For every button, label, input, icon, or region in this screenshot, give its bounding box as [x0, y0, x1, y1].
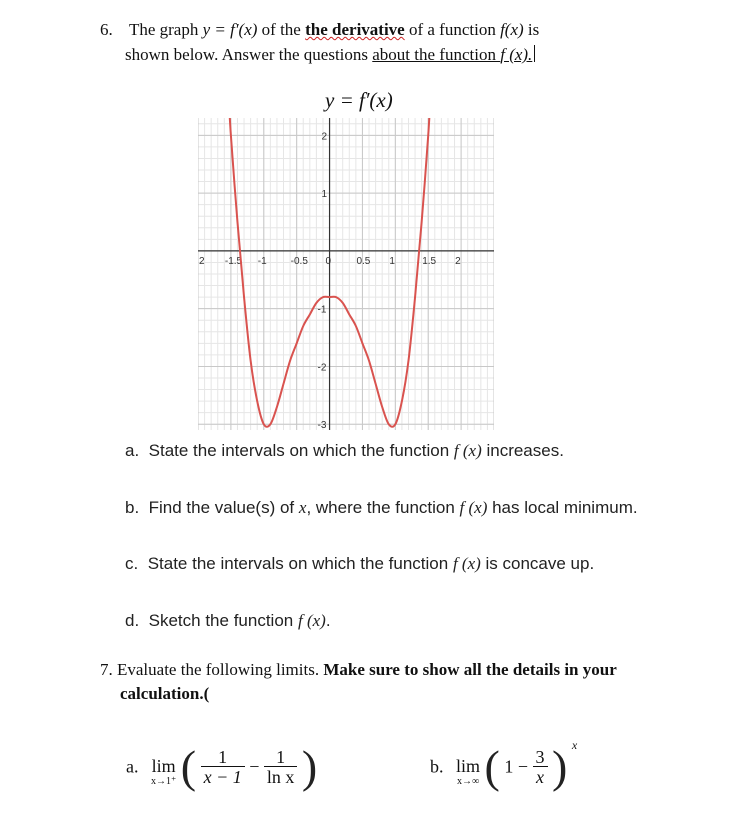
q6-text-mid2: of a function — [408, 20, 501, 39]
part-d-pre: Sketch the function — [148, 611, 298, 630]
part-a-label: a. — [125, 441, 140, 460]
limit-b-one-minus: 1 − — [504, 756, 528, 777]
x-tick-label: 1.5 — [422, 255, 437, 267]
limit-b-frac-den: x — [536, 766, 544, 787]
limit-a-frac2-den: ln x — [266, 766, 295, 787]
part-b-label: b. — [125, 498, 140, 517]
part-d-fx: f (x) — [297, 611, 326, 630]
derivative-graph — [198, 118, 494, 430]
limit-a-lim — [151, 757, 176, 789]
q6-line2-pre: shown below. Answer the questions — [125, 45, 373, 64]
limit-b-frac — [533, 748, 548, 787]
limit-b-lim — [456, 757, 480, 789]
y-tick-label: 2 — [321, 131, 328, 143]
limit-a-minus: − — [249, 756, 260, 777]
q6-text-mid1: of the — [261, 20, 306, 39]
q6-emphasis-derivative: the derivative — [305, 20, 405, 39]
q7-line1 — [100, 660, 617, 680]
limit-b-rparen: ) — [552, 741, 568, 792]
part-b-x: x — [298, 498, 307, 517]
q6-text-pre: The graph — [128, 20, 203, 39]
part-a — [125, 441, 564, 461]
limit-b-exponent: x — [571, 738, 578, 752]
q7-pre: Evaluate the following limits. — [117, 660, 324, 679]
graph-title: y = f′(x) — [325, 88, 393, 112]
y-tick-label: -1 — [317, 304, 327, 316]
part-b-mid: , where the function — [306, 498, 460, 517]
part-b-pre: Find the value(s) of — [148, 498, 299, 517]
text-cursor — [534, 45, 535, 62]
x-tick-label: 2 — [455, 255, 461, 267]
limit-b-frac-num: 3 — [533, 748, 548, 767]
part-b-post: has local minimum. — [487, 498, 638, 517]
q6-number: 6. — [100, 20, 113, 39]
limit-a-frac2-num: 1 — [264, 748, 298, 767]
q6-text-post: is — [527, 20, 540, 39]
graph-svg — [198, 118, 494, 430]
limit-a-frac2 — [264, 748, 298, 787]
q6-line2 — [125, 45, 535, 65]
part-d-post: . — [325, 611, 331, 630]
part-c-post: is concave up. — [480, 554, 595, 573]
q6-line2-fx: f (x). — [500, 45, 533, 64]
part-d — [125, 611, 331, 631]
y-tick-label: 1 — [321, 189, 328, 201]
limit-b — [430, 738, 578, 792]
x-tick-label: 1 — [389, 255, 395, 267]
part-c — [125, 554, 594, 574]
q7-line2: calculation.( — [120, 684, 210, 703]
x-tick-label: -1.5 — [224, 255, 243, 267]
limit-b-lparen: ( — [484, 741, 500, 792]
part-b — [125, 498, 638, 518]
q6-line2-underlined: about the function — [372, 45, 501, 64]
x-tick-label: 0.5 — [356, 255, 371, 267]
part-d-label: d. — [125, 611, 140, 630]
part-a-fx: f (x) — [453, 441, 482, 460]
x-tick-label: -0.5 — [290, 255, 308, 267]
q6-fx: f(x) — [500, 20, 524, 39]
part-a-post: increases. — [481, 441, 564, 460]
x-tick-label-edge: 2 — [199, 255, 205, 267]
q6-equation: y = f′(x) — [202, 20, 258, 39]
q6-line1 — [100, 20, 539, 40]
limit-a-sub: x→1⁺ — [151, 776, 177, 787]
limit-b-label: b. — [430, 756, 444, 777]
x-tick-label: -1 — [257, 255, 267, 267]
part-c-fx: f (x) — [452, 554, 481, 573]
x-tick-label: 0 — [325, 255, 332, 267]
part-a-pre: State the intervals on which the function — [148, 441, 454, 460]
limit-a-frac1-den: x − 1 — [203, 766, 242, 787]
q7-number: 7. — [100, 660, 113, 679]
part-c-pre: State the intervals on which the function — [147, 554, 453, 573]
limit-b-sub: x→∞ — [456, 776, 480, 787]
limit-a — [126, 741, 318, 792]
part-c-label: c. — [125, 554, 139, 573]
limit-a-lparen: ( — [180, 741, 197, 792]
limit-a-frac1 — [201, 748, 245, 787]
limit-a-frac1-num: 1 — [201, 748, 245, 767]
y-tick-label: -3 — [317, 420, 327, 430]
part-b-fx: f (x) — [459, 498, 488, 517]
limit-a-rparen: ) — [301, 741, 318, 792]
y-tick-label: -2 — [317, 362, 327, 374]
limit-a-lim-word: lim — [151, 756, 176, 776]
limit-a-label: a. — [126, 756, 139, 777]
q7-bold1: Make sure to show all the details in your — [323, 660, 617, 679]
limit-b-lim-word: lim — [456, 756, 481, 776]
